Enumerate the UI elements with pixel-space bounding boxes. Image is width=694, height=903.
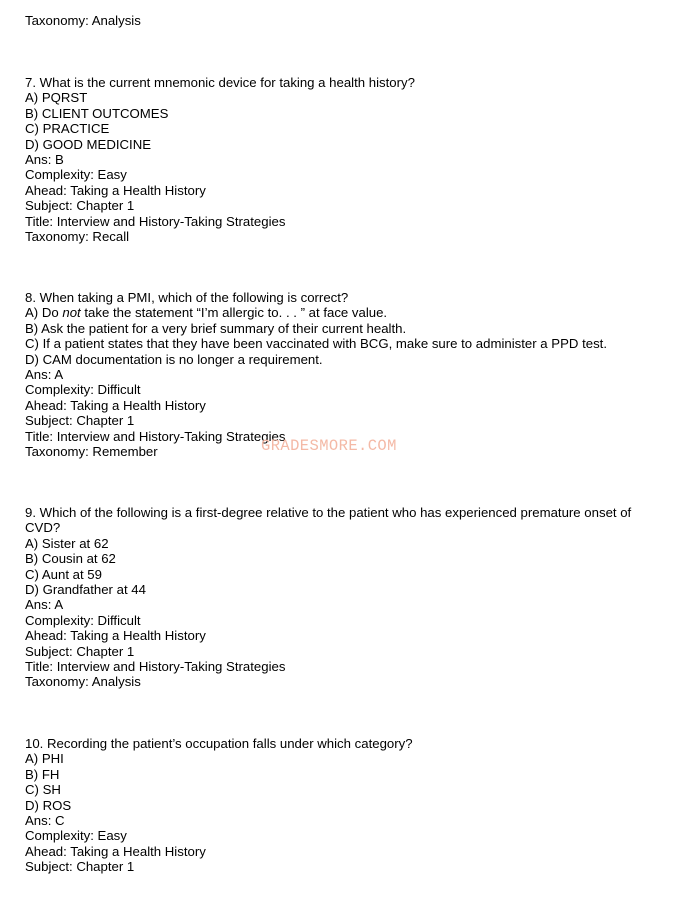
title: Title: Interview and History-Taking Strategies bbox=[25, 428, 286, 444]
answer: Ans: A bbox=[25, 597, 64, 613]
answer: Ans: B bbox=[25, 151, 64, 167]
complexity: Complexity: Easy bbox=[25, 167, 127, 183]
answer: Ans: A bbox=[25, 366, 64, 382]
option-a-suffix: take the statement “I’m allergic to. . . ” at face value. bbox=[80, 305, 388, 321]
question-10 bbox=[25, 736, 413, 875]
option-a: A) PHI bbox=[25, 751, 64, 767]
subject: Subject: Chapter 1 bbox=[25, 643, 135, 659]
option-b: B) CLIENT OUTCOMES bbox=[25, 105, 169, 121]
ahead: Ahead: Taking a Health History bbox=[25, 843, 206, 859]
subject: Subject: Chapter 1 bbox=[25, 198, 135, 214]
previous-question-taxonomy: Taxonomy: Analysis bbox=[25, 13, 141, 28]
taxonomy: Taxonomy: Remember bbox=[25, 443, 158, 459]
title: Title: Interview and History-Taking Strategies bbox=[25, 213, 286, 229]
taxonomy: Taxonomy: Analysis bbox=[25, 674, 141, 690]
option-c: C) If a patient states that they have been vaccinated with BCG, make sure to administer a PPD test. bbox=[25, 336, 608, 352]
question-stem-line-1: 9. Which of the following is a first-degree relative to the patient who has experienced premature onset of bbox=[25, 505, 632, 520]
option-d: D) Grandfather at 44 bbox=[25, 581, 146, 597]
option-c: C) PRACTICE bbox=[25, 121, 110, 137]
option-a-emphasis: not bbox=[62, 305, 81, 321]
option-c: C) Aunt at 59 bbox=[25, 566, 102, 582]
complexity: Complexity: Easy bbox=[25, 828, 127, 844]
option-b: B) Cousin at 62 bbox=[25, 551, 116, 567]
ahead: Ahead: Taking a Health History bbox=[25, 397, 206, 413]
option-d: D) CAM documentation is no longer a requirement. bbox=[25, 351, 323, 367]
option-c: C) SH bbox=[25, 782, 61, 798]
subject: Subject: Chapter 1 bbox=[25, 859, 135, 875]
question-7 bbox=[25, 75, 415, 244]
taxonomy: Taxonomy: Recall bbox=[25, 228, 130, 244]
option-d: D) ROS bbox=[25, 797, 72, 813]
subject: Subject: Chapter 1 bbox=[25, 413, 135, 429]
complexity: Complexity: Difficult bbox=[25, 612, 141, 628]
question-stem: 10. Recording the patient’s occupation falls under which category? bbox=[25, 736, 413, 751]
ahead: Ahead: Taking a Health History bbox=[25, 182, 206, 198]
option-d: D) GOOD MEDICINE bbox=[25, 136, 152, 152]
question-stem: 8. When taking a PMI, which of the following is correct? bbox=[25, 290, 349, 305]
complexity: Complexity: Difficult bbox=[25, 382, 141, 398]
ahead: Ahead: Taking a Health History bbox=[25, 628, 206, 644]
option-a bbox=[25, 305, 607, 320]
question-9 bbox=[25, 505, 631, 690]
option-a-prefix: A) Do bbox=[25, 305, 63, 321]
answer: Ans: C bbox=[25, 812, 65, 828]
question-stem: 7. What is the current mnemonic device for taking a health history? bbox=[25, 75, 415, 90]
question-8 bbox=[25, 290, 607, 459]
option-b: B) Ask the patient for a very brief summary of their current health. bbox=[25, 320, 407, 336]
title: Title: Interview and History-Taking Strategies bbox=[25, 658, 286, 674]
option-b: B) FH bbox=[25, 766, 60, 782]
watermark: GRADESMORE.COM bbox=[261, 437, 397, 455]
option-a: A) Sister at 62 bbox=[25, 535, 109, 551]
question-stem-line-2: CVD? bbox=[25, 520, 61, 536]
option-a: A) PQRST bbox=[25, 90, 88, 106]
